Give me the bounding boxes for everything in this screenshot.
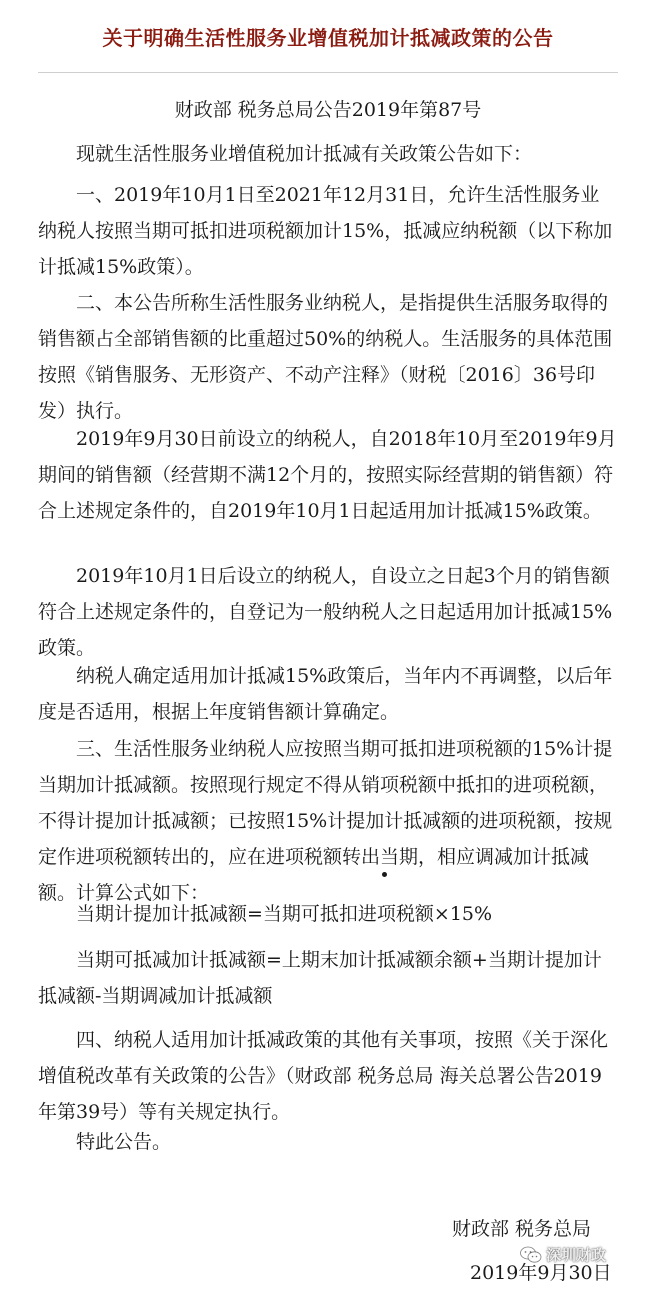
signature-date: 2019年9月30日 [470, 1262, 612, 1284]
document-number: 财政部 税务总局公告2019年第87号 [174, 99, 482, 121]
formula-one: 当期计提加计抵减额=当期可抵扣进项税额×15% [76, 903, 493, 925]
clause-one-paragraph: 一、2019年10月1日至2021年12月31日，允许生活性服务业纳税人按照当期可抵扣进项税额加计15%，抵减应纳税额（以下称加计抵减15%政策）。 [38, 184, 613, 278]
wechat-watermark [520, 1244, 606, 1265]
post-established-taxpayer-paragraph: 2019年10月1日后设立的纳税人，自设立之日起3个月的销售额符合上述规定条件的，自登记为一般纳税人之日起适用加计抵减15%政策。 [38, 565, 613, 659]
page-title: 关于明确生活性服务业增值税加计抵减政策的公告 [102, 26, 554, 50]
clause-four-paragraph: 四、纳税人适用加计抵减政策的其他有关事项，按照《关于深化增值税改革有关政策的公告》（财政部 税务总局 海关总署公告2019年第39号）等有关规定执行。 [38, 1029, 609, 1123]
wechat-icon [520, 1246, 542, 1264]
pre-established-taxpayer-paragraph: 2019年9月30日前设立的纳税人，自2018年10月至2019年9月期间的销售额（经营期不满12个月的，按照实际经营期的销售额）符合上述规定条件的，自2019年10月1日起适用加计抵减15%政策。 [38, 428, 617, 522]
formula-two: 当期可抵减加计抵减额=上期末加计抵减额余额+当期计提加计抵减额-当期调减加计抵减额 [38, 949, 602, 1007]
stray-dot-mark [382, 872, 387, 877]
signature-organizations: 财政部 税务总局 [452, 1218, 592, 1240]
closing-paragraph: 特此公告。 [76, 1131, 172, 1153]
intro-paragraph: 现就生活性服务业增值税加计抵减有关政策公告如下： [76, 143, 533, 165]
clause-two-paragraph: 二、本公告所称生活性服务业纳税人，是指提供生活服务取得的销售额占全部销售额的比重超过50%的纳税人。生活服务的具体范围按照《销售服务、无形资产、不动产注释》（财税〔2016〕36号印发）执行。 [38, 292, 613, 422]
clause-three-paragraph: 三、生活性服务业纳税人应按照当期可抵扣进项税额的15%计提当期加计抵减额。按照现行规定不得从销项税额中抵扣的进项税额，不得计提加计抵减额；已按照15%计提加计抵减额的进项税额，按规定作进项税额转出的，应在进项税额转出当期，相应调减加计抵减额。计算公式如下： [38, 738, 613, 904]
title-divider [38, 72, 618, 73]
annual-determination-paragraph: 纳税人确定适用加计抵减15%政策后，当年内不再调整，以后年度是否适用，根据上年度销售额计算确定。 [38, 665, 613, 723]
watermark-text: 深圳财政 [546, 1246, 607, 1264]
